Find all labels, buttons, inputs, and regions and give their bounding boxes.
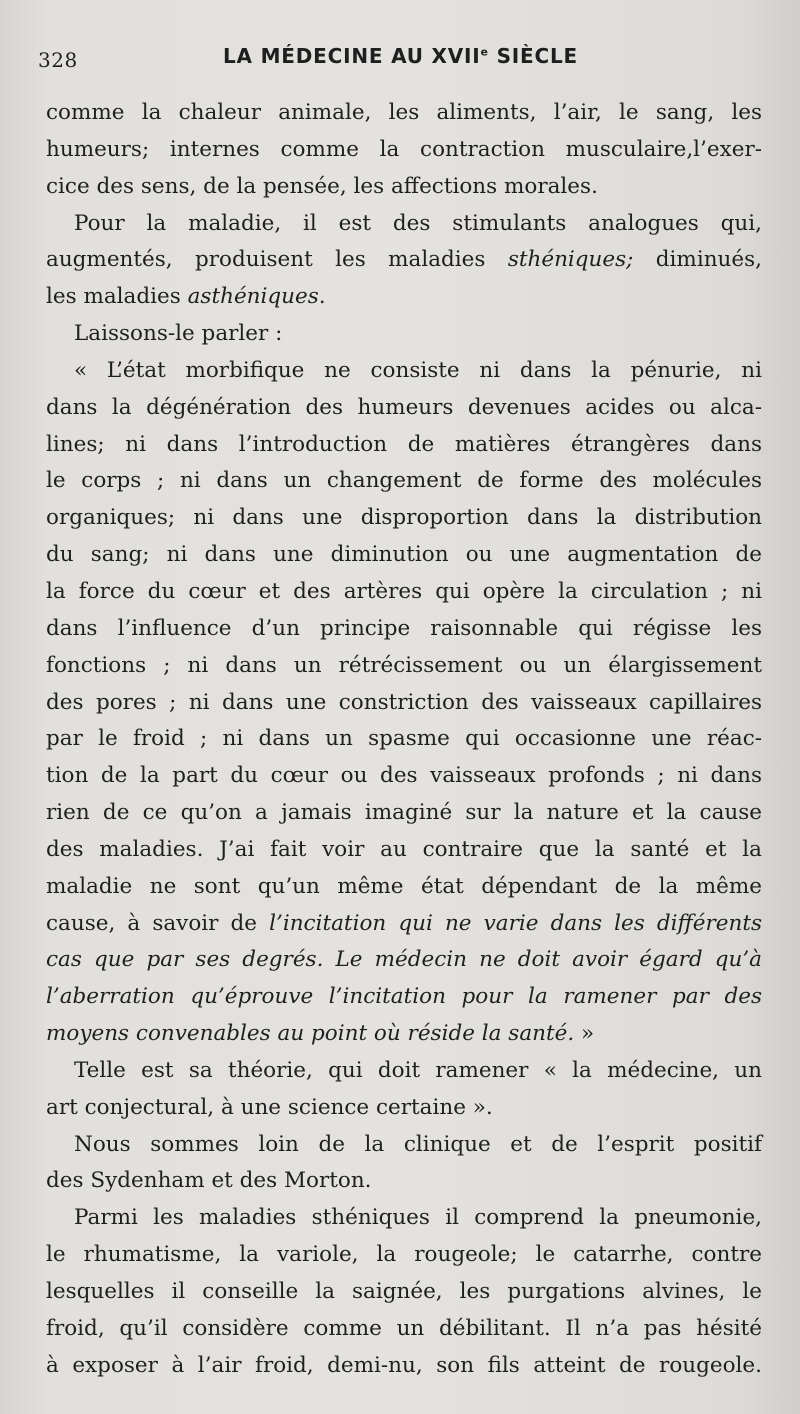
italic-text-segment: l’aberration qu’éprouve l’incitation pour la ramener par des: [46, 984, 762, 1010]
body-text: [46, 95, 762, 1385]
text-line: [46, 132, 762, 169]
italic-text-segment: cas que par ses degrés. Le médecin ne doit avoir égard qu’à: [46, 947, 762, 973]
italic-text-segment: asthéniques: [187, 284, 319, 310]
italic-text-segment: moyens convenables au point où réside la santé.: [46, 1021, 575, 1047]
text-line: [46, 611, 762, 648]
text-segment: cice des sens, de la pensée, les affections morales.: [46, 173, 598, 199]
text-line: [46, 832, 762, 869]
text-line: [46, 1200, 762, 1237]
text-segment: lines; ni dans l’introduction de matières étrangères dans: [46, 431, 762, 457]
text-line: [46, 1016, 762, 1053]
text-line: [46, 279, 762, 316]
text-segment: art conjectural, à une science certaine ».: [46, 1094, 493, 1120]
text-line: [46, 500, 762, 537]
text-line: [46, 427, 762, 464]
text-line: [46, 353, 762, 390]
text-line: [46, 795, 762, 832]
text-segment: tion de la part du cœur ou des vaisseaux profonds ; ni dans: [46, 763, 762, 789]
text-line: [46, 537, 762, 574]
text-segment: à exposer à l’air froid, demi-nu, son fils atteint de rougeole.: [46, 1352, 762, 1378]
text-line: [46, 206, 762, 243]
text-segment: la force du cœur et des artères qui opère la circulation ; ni: [46, 578, 762, 604]
text-line: [46, 721, 762, 758]
text-segment: Laissons-le parler :: [74, 321, 283, 347]
italic-text-segment: l’incitation qui ne varie dans les différents: [269, 910, 762, 936]
text-line: [46, 1348, 762, 1385]
text-segment: organiques; ni dans une disproportion dans la distribution: [46, 505, 762, 531]
text-segment: Pour la maladie, il est des stimulants analogues qui,: [74, 210, 762, 236]
italic-text-segment: sthéniques;: [507, 247, 634, 273]
text-segment: par le froid ; ni dans un spasme qui occasionne une réac-: [46, 726, 762, 752]
text-segment: maladie ne sont qu’un même état dépendant de la même: [46, 873, 762, 899]
text-line: [46, 1053, 762, 1090]
text-line: [46, 1127, 762, 1164]
text-segment: Parmi les maladies sthéniques il comprend la pneumonie,: [74, 1205, 762, 1231]
text-line: [46, 1237, 762, 1274]
text-line: [46, 979, 762, 1016]
text-line: [46, 1274, 762, 1311]
running-title: [223, 44, 578, 68]
text-line: [46, 906, 762, 943]
text-segment: « L’état morbifique ne consiste ni dans la pénurie, ni: [74, 357, 762, 383]
text-line: [46, 869, 762, 906]
text-line: [46, 1090, 762, 1127]
text-line: [46, 758, 762, 795]
text-segment: froid, qu’il considère comme un débilitant. Il n’a pas hésité: [46, 1315, 762, 1341]
text-line: [46, 390, 762, 427]
text-segment: Nous sommes loin de la clinique et de l’esprit positif: [74, 1131, 762, 1157]
text-segment: du sang; ni dans une diminution ou une augmentation de: [46, 542, 762, 568]
text-line: [46, 648, 762, 685]
text-line: [46, 685, 762, 722]
text-segment: fonctions ; ni dans un rétrécissement ou un élargissement: [46, 652, 762, 678]
running-title-end: SIÈCLE: [488, 44, 578, 68]
text-segment: dans la dégénération des humeurs devenues acides ou alca-: [46, 394, 762, 420]
text-segment: comme la chaleur animale, les aliments, l’air, le sang, les: [46, 100, 762, 125]
text-line: [46, 1163, 762, 1200]
text-segment: dans l’influence d’un principe raisonnable qui régisse les: [46, 615, 762, 641]
text-segment: des maladies. J’ai fait voir au contraire que la santé et la: [46, 836, 762, 862]
text-segment: rien de ce qu’on a jamais imaginé sur la nature et la cause: [46, 800, 762, 826]
text-segment: le corps ; ni dans un changement de forme des molécules: [46, 468, 762, 494]
text-line: [46, 463, 762, 500]
text-line: [46, 95, 762, 132]
text-segment: humeurs; internes comme la contraction musculaire,l’exer-: [46, 136, 762, 162]
running-title-superscript: e: [480, 45, 489, 59]
text-segment: des pores ; ni dans une constriction des vaisseaux capillaires: [46, 689, 762, 715]
text-segment: des Sydenham et des Morton.: [46, 1168, 372, 1194]
text-segment: cause, à savoir de: [46, 910, 270, 936]
text-line: [46, 1311, 762, 1348]
text-segment: augmentés, produisent les maladies: [46, 247, 508, 273]
text-line: [46, 169, 762, 206]
running-title-main: LA MÉDECINE AU XVII: [223, 44, 481, 68]
text-line: [46, 242, 762, 279]
text-line: [46, 574, 762, 611]
text-segment: .: [318, 284, 326, 310]
text-segment: les maladies: [46, 284, 188, 310]
text-segment: Telle est sa théorie, qui doit ramener « la médecine, un: [74, 1057, 762, 1083]
page-header: [38, 38, 762, 78]
text-segment: »: [574, 1021, 595, 1047]
text-line: [46, 942, 762, 979]
text-segment: diminués,: [633, 247, 762, 273]
text-line: [46, 316, 762, 353]
text-segment: lesquelles il conseille la saignée, les purgations alvines, le: [46, 1279, 762, 1304]
page-number: 328: [38, 48, 78, 72]
text-segment: le rhumatisme, la variole, la rougeole; le catarrhe, contre: [46, 1242, 762, 1268]
